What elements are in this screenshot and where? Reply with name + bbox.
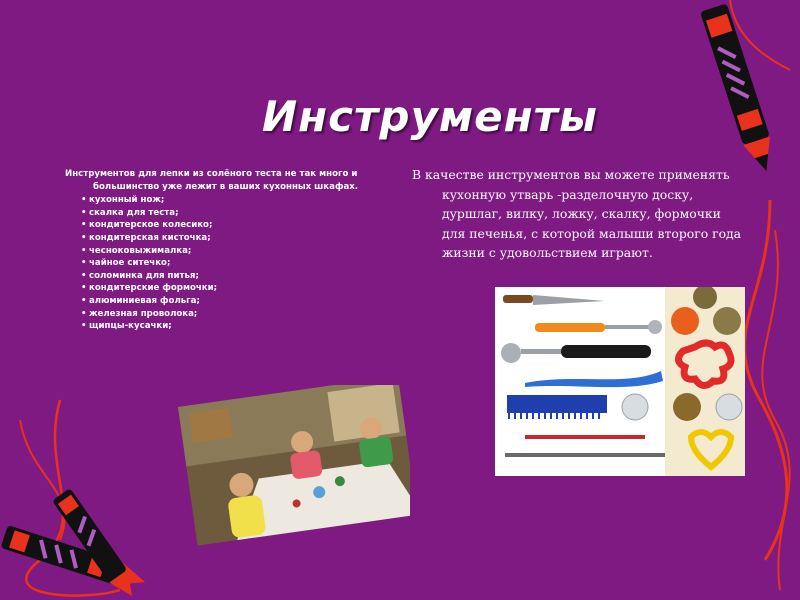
list-item: • кухонный нож;: [81, 194, 375, 207]
tools-list-block: [65, 168, 375, 333]
list-item: • алюминиевая фольга;: [81, 295, 375, 308]
list-item: • кондитерская кисточка;: [81, 232, 375, 245]
list-item: • щипцы-кусачки;: [81, 320, 375, 333]
list-item: • соломинка для питья;: [81, 270, 375, 283]
children-modeling-photo: [170, 385, 410, 555]
kitchen-tools-photo: [495, 287, 745, 476]
tools-intro: Инструментов для лепки из солёного теста не так много и большинство уже лежит в ваших кухонных шкафах.: [65, 169, 359, 192]
tools-list: [65, 194, 375, 333]
list-item: • кондитерские формочки;: [81, 282, 375, 295]
list-item: • кондитерское колесико;: [81, 219, 375, 232]
list-item: • железная проволока;: [81, 308, 375, 321]
list-item: • чесноковыжималка;: [81, 245, 375, 258]
list-item: • чайное ситечко;: [81, 257, 375, 270]
instruments-paragraph: В качестве инструментов вы можете применять кухонную утварь -разделочную доску, дуршлаг, вилку, ложку, скалку, формочки для печенья, с которой малыши второго года жизни с удовольствием играют.: [412, 167, 742, 261]
list-item: • скалка для теста;: [81, 207, 375, 220]
slide-title: Инструменты: [261, 92, 598, 141]
